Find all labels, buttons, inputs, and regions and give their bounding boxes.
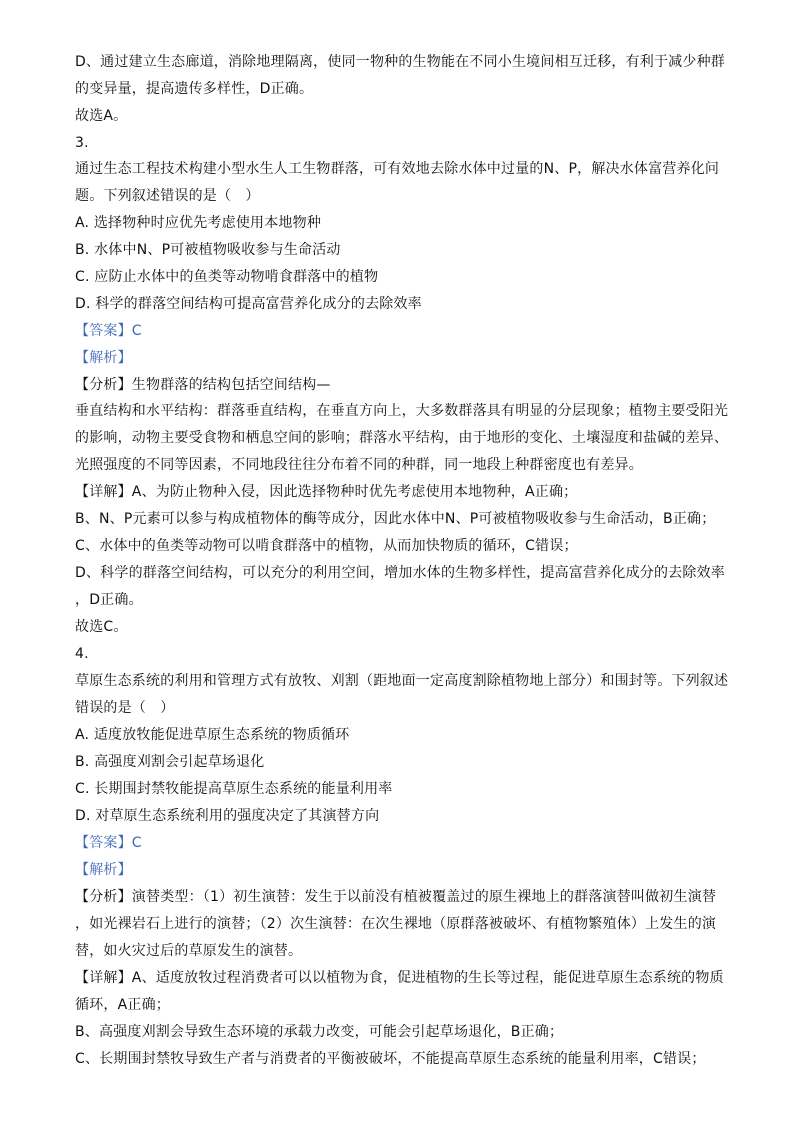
answer-label: 【答案】C	[75, 835, 142, 851]
option-d: D. 对草原生态系统利用的强度决定了其演替方向	[75, 808, 380, 824]
detail-text: C、水体中的鱼类等动物可以啃食群落中的植物，从而加快物质的循环，C错误；	[75, 538, 578, 554]
question-stem: 题。下列叙述错误的是（ ）	[75, 188, 260, 204]
analysis-text: 的影响，动物主要受食物和栖息空间的影响；群落水平结构，由于地形的变化、土壤湿度和盐碱的差异、	[75, 430, 729, 446]
detail-text: ，D正确。	[75, 592, 143, 608]
question-number: 4.	[75, 646, 89, 662]
text-line: 的变异量，提高遗传多样性，D正确。	[75, 81, 314, 97]
analysis-text: 【分析】生物群落的结构包括空间结构—	[75, 377, 331, 393]
answer-label: 【答案】C	[75, 323, 142, 339]
detail-text: B、N、P元素可以参与构成植物体的酶等成分，因此水体中N、P可被植物吸收参与生命活动，B正确；	[75, 511, 716, 527]
option-b: B. 水体中N、P可被植物吸收参与生命活动	[75, 242, 341, 258]
question-stem: 通过生态工程技术构建小型水生人工生物群落，可有效地去除水体中过量的N、P，解决水体富营养化问	[75, 161, 720, 177]
analysis-text: 【分析】演替类型：（1）初生演替：发生于以前没有植被覆盖过的原生裸地上的群落演替叫做初生演替	[75, 889, 717, 905]
analysis-label: 【解析】	[75, 350, 132, 366]
analysis-label: 【解析】	[75, 862, 132, 878]
option-c: C. 应防止水体中的鱼类等动物啃食群落中的植物	[75, 269, 379, 285]
analysis-text: 替，如火灾过后的草原发生的演替。	[75, 943, 303, 959]
analysis-text: ，如光裸岩石上进行的演替；（2）次生演替：在次生裸地（原群落被破坏、有植物繁殖体）上发生的演	[75, 916, 717, 932]
text-line: D、通过建立生态廊道，消除地理隔离，使同一物种的生物能在不同小生境间相互迁移，有利于减少种群	[75, 54, 725, 70]
question-number: 3.	[75, 135, 89, 151]
option-a: A. 选择物种时应优先考虑使用本地物种	[75, 215, 322, 231]
detail-text: 【详解】A、为防止物种入侵，因此选择物种时优先考虑使用本地物种，A正确；	[75, 484, 578, 500]
question-stem: 错误的是（ ）	[75, 700, 175, 716]
option-c: C. 长期围封禁牧能提高草原生态系统的能量利用率	[75, 781, 393, 797]
detail-text: 循环，A正确；	[75, 997, 170, 1013]
text-line: 故选C。	[75, 619, 128, 635]
detail-text: 【详解】A、适度放牧过程消费者可以以植物为食，促进植物的生长等过程，能促进草原生态系统的物质	[75, 970, 724, 986]
option-b: B. 高强度刈割会引起草场退化	[75, 754, 265, 770]
analysis-text: 垂直结构和水平结构：群落垂直结构，在垂直方向上，大多数群落具有明显的分层现象；植物主要受阳光	[75, 403, 729, 419]
analysis-text: 光照强度的不同等因素，不同地段往往分布着不同的种群，同一地段上种群密度也有差异。	[75, 457, 643, 473]
question-stem: 草原生态系统的利用和管理方式有放牧、刈割（距地面一定高度割除植物地上部分）和围封等。下列叙述	[75, 673, 729, 689]
text-line: 故选A。	[75, 108, 128, 124]
detail-text: D、科学的群落空间结构，可以充分的利用空间，增加水体的生物多样性，提高富营养化成分的去除效率	[75, 565, 725, 581]
detail-text: C、长期围封禁牧导致生产者与消费者的平衡被破坏，不能提高草原生态系统的能量利用率，C错误；	[75, 1051, 706, 1067]
option-a: A. 适度放牧能促进草原生态系统的物质循环	[75, 727, 350, 743]
option-d: D. 科学的群落空间结构可提高富营养化成分的去除效率	[75, 296, 422, 312]
detail-text: B、高强度刈割会导致生态环境的承载力改变，可能会引起草场退化，B正确；	[75, 1024, 564, 1040]
